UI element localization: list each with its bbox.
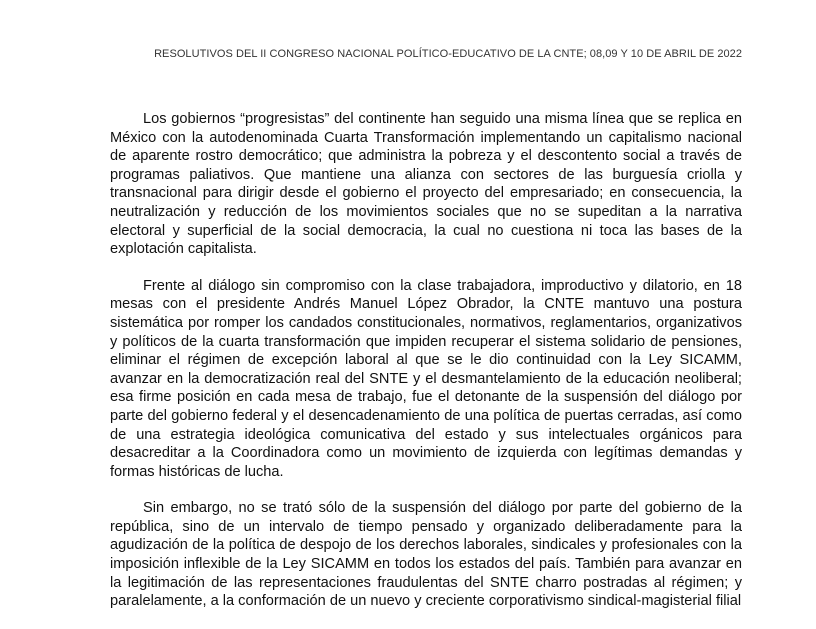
document-body: [110, 110, 742, 629]
paragraph-3: Sin embargo, no se trató sólo de la suspensión del diálogo por parte del gobierno de la república, sino de un intervalo de tiempo pensado y organizado deliberadamente para la agudización de la política de despojo de los derechos laborales, sindicales y profesionales con la imposición inflexible de la Ley SICAMM en todos los estados del país. También para avanzar en la legitimación de las representaciones fraudulentas del SNTE charro postradas al régimen; y paralelamente, a la conformación de un nuevo y creciente corporativismo sindical-magisterial filial: [110, 500, 742, 610]
running-header: RESOLUTIVOS DEL II CONGRESO NACIONAL POLÍTICO-EDUCATIVO DE LA CNTE; 08,09 Y 10 DE ABRIL DE 2022: [154, 48, 742, 60]
paragraph-1: Los gobiernos “progresistas” del continente han seguido una misma línea que se replica en México con la autodenominada Cuarta Transformación implementando un capitalismo nacional de aparente rostro democrático; que administra la pobreza y el descontento social a través de programas paliativos. Que mantiene una alianza con sectores de las burguesía criolla y transnacional para dirigir desde el gobierno el proyecto del empresariado; en consecuencia, la neutralización y reducción de los movimientos sociales que no se supeditan a la narrativa electoral y superficial de la social democracia, la cual no cuestiona ni toca las bases de la explotación capitalista.: [110, 111, 742, 258]
paragraph-2: Frente al diálogo sin compromiso con la clase trabajadora, improductivo y dilatorio, en 18 mesas con el presidente Andrés Manuel López Obrador, la CNTE mantuvo una postura sistemática por romper los candados constitucionales, normativos, reglamentarios, organizativos y políticos de la cuarta transformación que impiden recuperar el sistema solidario de pensiones, eliminar el régimen de excepción laboral al que se le dio continuidad con la Ley SICAMM, avanzar en la democratización real del SNTE y el desmantelamiento de la educación neoliberal; esa firme posición en cada mesa de trabajo, fue el detonante de la suspensión del diálogo por parte del gobierno federal y el desencadenamiento de una política de puertas cerradas, así como de una estrategia ideológica comunicativa del estado y sus intelectuales orgánicos para desacreditar a la Coordinadora como un movimiento de izquierda con legítimas demandas y formas históricas de lucha.: [110, 277, 742, 480]
